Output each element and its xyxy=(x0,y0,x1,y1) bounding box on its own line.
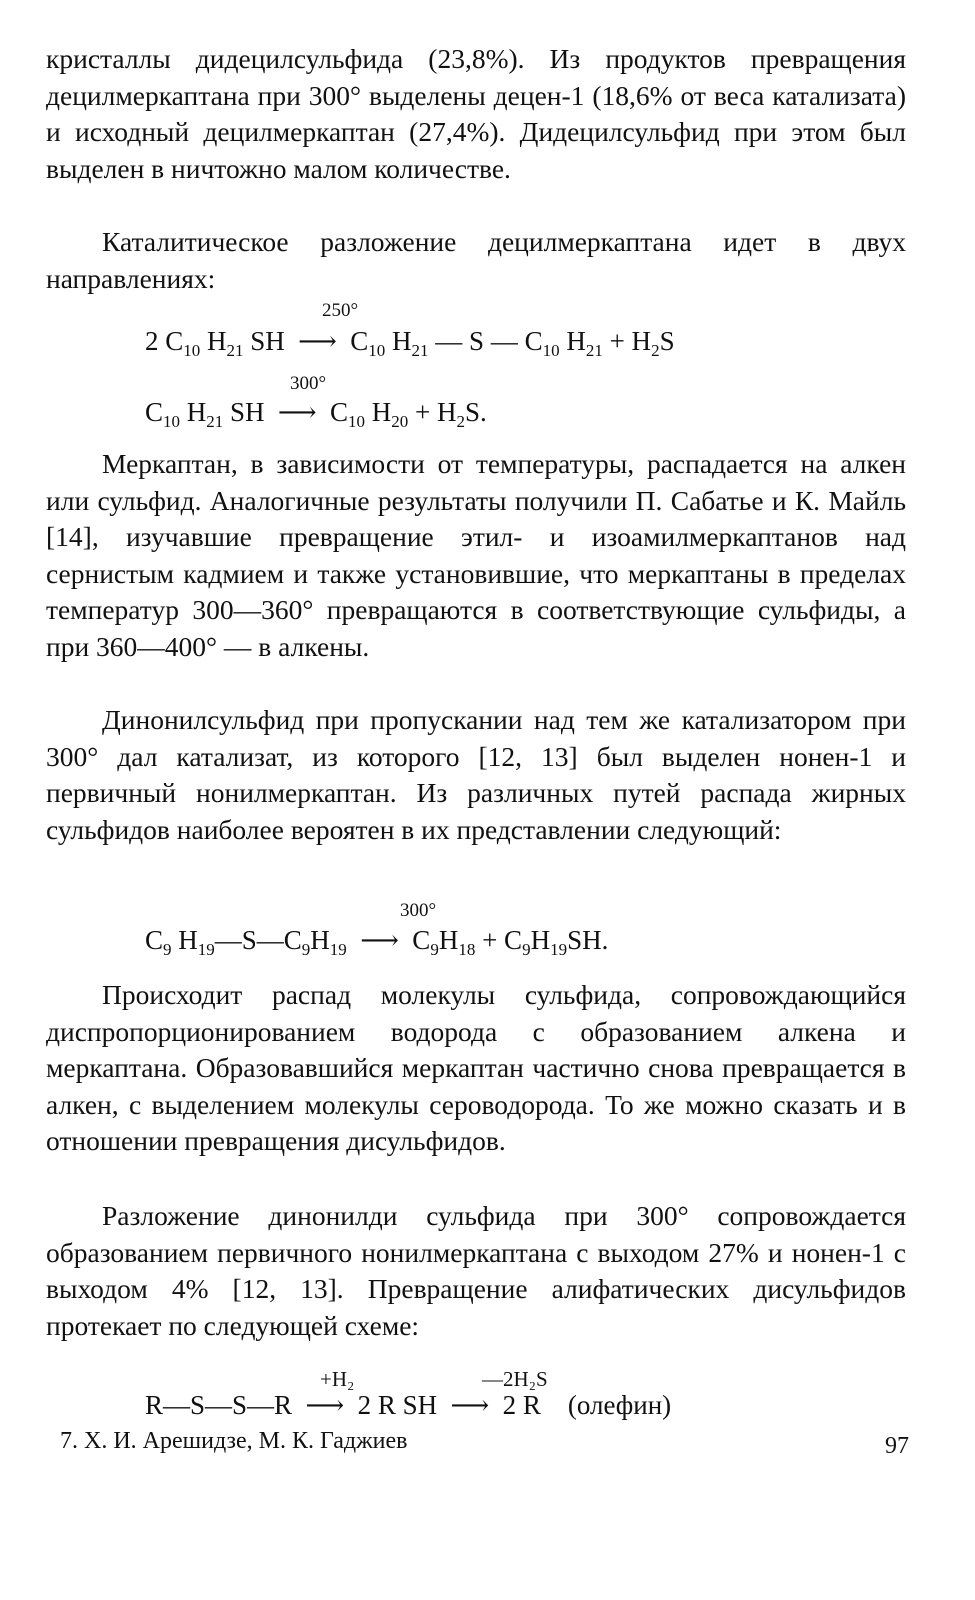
paragraph-4: Динонилсульфид при пропускании над тем же катализатором при 300° дал катализат, из которого [12, 13] был выделен нонен-1 и первичный нонилмеркаптан. Из различных путей распада жирных сульфидов наиболее вероятен в их представлении следующий: xyxy=(46,704,906,845)
equation-3: $C_9$ $H_{19}—S—C_9H_{19}$ ⟶ $C_9H_{18} + C_9H_{19}SH$. xyxy=(145,925,609,959)
eq1-temperature: 250° xyxy=(322,300,359,321)
eq2-temperature: 300° xyxy=(290,373,327,394)
eq3-temperature: 300° xyxy=(400,900,437,921)
paragraph-1: кристаллы дидецилсульфида (23,8%). Из продуктов превращения децилмеркаптана при 300° выделены децен-1 (18,6% от веса катализата) и исходный децилмеркаптан (27,4%). Дидецилсульфид при этом был выделен в ничтожно малом количестве. xyxy=(46,43,906,184)
eq4-note: (олефин) xyxy=(567,1390,672,1420)
paragraph-6: Разложение динонилди сульфида при 300° сопровождается образованием первичного нонилмеркаптана с выходом 27% и нонен-1 с выходом 4% [12, 13]. Превращение алифатических дисульфидов протекает по следующей схеме: xyxy=(46,1200,906,1341)
author-signature: 7. Х. И. Арешидзе, М. К. Гаджиев xyxy=(60,1428,408,1454)
eq4-above-1: +H₂ xyxy=(320,1367,355,1391)
paragraph-3: Меркаптан, в зависимости от температуры, распадается на алкен или сульфид. Аналогичные результаты получили П. Сабатье и К. Майль [14], изучавшие превращение этил- и изоамилмеркаптанов над сернистым кадмием и также установившие, что меркаптаны в пределах температур 300—360° превращаются в соответствующие сульфиды, а при 360—400° — в алкены. xyxy=(46,448,906,662)
equation-4: R—S—S—R ⟶ 2 R SH ⟶ 2 R (олефин) xyxy=(145,1390,672,1420)
paragraph-5: Происходит распад молекулы сульфида, сопровождающийся диспропорционированием водорода с образованием алкена и меркаптана. Образовавшийся меркаптан частично снова превращается в алкен, с выделением молекулы сероводорода. То же можно сказать и в отношении превращения дисульфидов. xyxy=(46,979,906,1157)
equation-2: $C_{10}$ $H_{21}$ SH ⟶ $C_{10}$ $H_{20} + H_2S$. xyxy=(145,397,487,431)
page-number: 97 xyxy=(885,1433,909,1459)
equation-1: 2 $C_{10}$ $H_{21}$ SH ⟶ $C_{10}$ $H_{21}$ — S — $C_{10}$ $H_{21} + H_2S$ xyxy=(145,326,675,360)
paragraph-2: Каталитическое разложение децилмеркаптана идет в двух направлениях: xyxy=(46,226,906,294)
eq4-above-2: —2H₂S xyxy=(482,1367,548,1391)
